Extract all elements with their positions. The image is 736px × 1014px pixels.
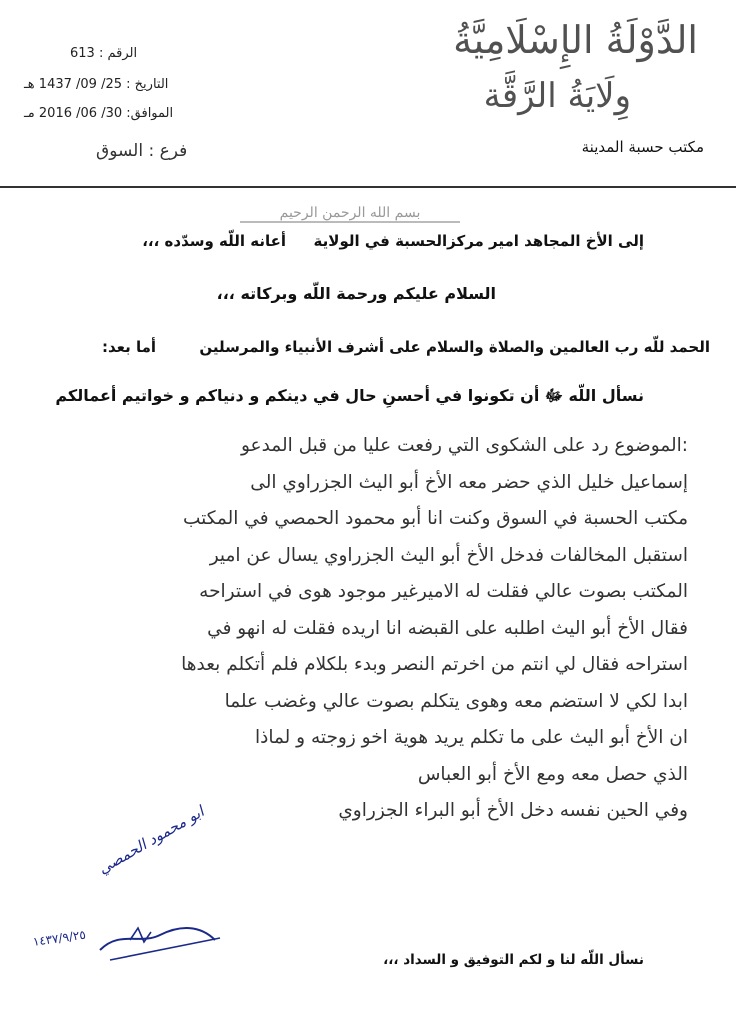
basmala: بسم الله الرحمن الرحيم xyxy=(240,205,460,223)
amma-bad: أما بعد: xyxy=(101,338,156,356)
signature-name: ابو محمود الحمصي xyxy=(95,802,208,878)
body-line: :الموضوع رد على الشكوى التي رفعت عليا من قبل المدعو xyxy=(240,435,688,456)
signature-scribble xyxy=(90,890,230,970)
recipient-prayer: أعانه اللّه وسدّده ،،، xyxy=(142,232,286,250)
header-divider xyxy=(0,186,736,188)
letter-body xyxy=(88,428,688,793)
body-line: استراحه فقال لي انتم من اخرتم النصر وبدء بلكلام فلم أتكلم بعدها xyxy=(181,654,688,675)
body-line: استقبل المخالفات فدخل الأخ أبو اليث الجزراوي يسال عن امير xyxy=(209,544,688,566)
state-name-logo: الدَّوْلَةُ الإِسْلَامِيَّةُ xyxy=(453,18,698,62)
province-logo: وِلَايَةُ الرَّقَّة xyxy=(483,76,631,116)
body-line: إسماعيل خليل الذي حضر معه الأخ أبو اليث الجزراوي الى xyxy=(250,471,688,493)
office-name: مكتب حسبة المدينة xyxy=(581,138,704,156)
gregorian-date: الموافق: 30/ 06/ 2016 مـ xyxy=(24,106,174,121)
body-line: ان الأخ أبو اليث على ما تكلم يريد هوية اخو زوجته و لماذا xyxy=(254,727,688,748)
body-line: مكتب الحسبة في السوق وكنت انا أبو محمود الحمصي في المكتب xyxy=(182,508,688,529)
closing-line: نسأل اللّه لنا و لكم التوفيق و السداد ،،، xyxy=(383,952,644,968)
reference-number: الرقم : 613 xyxy=(70,46,138,61)
praise-line: الحمد للّه رب العالمين والصلاة والسلام على أشرف الأنبياء والمرسلين xyxy=(199,338,710,356)
greeting: السلام عليكم ورحمة اللّه وبركاته ،،، xyxy=(216,284,496,303)
branch-label: فرع : السوق xyxy=(96,141,188,161)
recipient-line: إلى الأخ المجاهد امير مركزالحسبة في الولاية xyxy=(313,232,644,250)
followup-line: وفي الحين نفسه دخل الأخ أبو البراء الجزراوي xyxy=(338,800,688,821)
body-line: الذي حصل معه ومع الأخ أبو العباس xyxy=(417,763,688,785)
supplication-line: نسأل اللّه ﷻ أن تكونوا في أحسنِ حال في دينكم و دنياكم و خواتيم أعمالكم xyxy=(55,386,644,405)
hijri-date: التاريخ : 25/ 09/ 1437 هـ xyxy=(24,77,169,92)
signature-date: ١٤٣٧/٩/٢٥ xyxy=(32,927,87,949)
body-line: فقال الأخ أبو اليث اطلبه على القبضه انا اريده فقلت له انهو في xyxy=(207,617,688,639)
body-line: ابدا لكي لا استضم معه وهوى يتكلم بصوت عالي وغضب علما xyxy=(224,690,688,712)
body-line: المكتب بصوت عالي فقلت له الاميرغير موجود هوى في استراحه xyxy=(199,581,688,602)
